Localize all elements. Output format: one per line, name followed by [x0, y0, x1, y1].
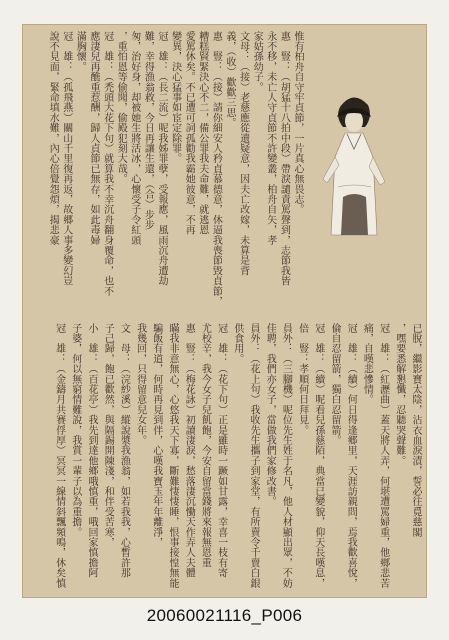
text-column: 愛罵休矣。不已遭可詞孤勸我霸她彼意，不再 [183, 31, 195, 235]
text-column: 員外：（三腳機）呢位先生姓于名凡，他人材顯出眾，不妨 [280, 323, 292, 589]
text-column: 供食用。 [231, 323, 243, 364]
text-column: 匆，治好身，却被她生將活冰，心懷受子令紅頭 [128, 31, 140, 246]
text-column: 應淒兒再醮重惹酬，歸人貞節已無存，如此毒婦 [88, 31, 99, 246]
text-column: 永不移，未亡人守貞節不許變叢，柏舟自矢，孝 [264, 31, 276, 246]
scanned-page [22, 24, 427, 598]
text-column: 冠 雄：（續）何日得逢郷里，天涯訪親問，焉我歡喜悅， [345, 323, 357, 589]
text-column: 變異，決心猛事如宦定除罪。 [169, 31, 181, 164]
text-column: ，嘿要悉解懇懺，忍聽哭聲難。 [393, 323, 405, 466]
text-column: 已脫，繼影寶太陰，沾衣血淚漬，誓必往覓慈閣 [410, 323, 421, 538]
text-column: 騙飯有道，何時再見到伴，心嘆我寶玉年年離淨， [150, 323, 162, 548]
text-column: 冠 雄：（續）呢看兒孫慈陌，典當已變貌，仰天長嘆息， [312, 323, 324, 589]
text-column: 小 雄：（百花亭）我先到達他鄉哦慎重，哦回家慎擔阿 [86, 323, 97, 578]
text-column: 說不見面，緊命填水難，內心倍覺怨煩，揭悲豪 [47, 31, 59, 246]
archive-id-caption: 20060021116_P006 [146, 606, 303, 625]
text-column: 員外：（花上句）我收先生攜子到家堂，有所賣令千賣白銀 [248, 323, 259, 589]
text-column: 滿胸懷。 [74, 31, 86, 72]
text-column: 痛，自嘆悲慘情。 [361, 323, 373, 405]
text-column: 惠 豎：（胡猛十八拍中段）帶淚譴責罵聲到，志節我皆 [278, 31, 290, 286]
text-column: 家姑孫幼子。 [251, 31, 263, 93]
text-column: 子己歸，飽已歡然，與隔錫開陳淺，和伴受苦寒， [102, 323, 114, 548]
text-column: 冠 雄：（長二流）呢我姊罪孽，受報應，風雨沉舟遭劫 [156, 31, 167, 286]
text-column: 子婆，何以無窮情難說，我賞一輩子以為重擔。 [69, 323, 81, 538]
text-column: 我幾回，只得留意兒女年。 [134, 323, 146, 446]
text-column: 難，幸得漁翁救，今日再讓生還，（合）步步 [142, 31, 154, 230]
text-column: 倫自忍留箭，獨白忍留箭。 [329, 323, 340, 446]
text-column: 瞞我非意無心，心悠我天下寡，斷難悽悽睡，恨事接惶無能 [167, 323, 178, 589]
text-column: 文 母：（浣紗溪）縱說漿我漁翁，如若我我，心暫許那 [118, 323, 130, 578]
text-column: 冠 雄：（孤飛燕）關山千里復再返，故郷人事多變幻豈 [60, 31, 72, 286]
text-column: 文母：（接）老慈應從遺疑意，因夫亡改嫁，未算是背 [237, 31, 249, 276]
text-column: 冠 雄：（金鑄月共賽俘厚）冥冥一線情斜飄頻鳴，休矣慎 [53, 323, 65, 589]
text-column: 佳聘，我們亦女子，當做我們家修改書。 [264, 323, 276, 507]
actress-portrait-image [313, 87, 395, 237]
text-column: 尤校辛，我今女子兒飢飽，今安自留當錢將來報無恩重 [199, 323, 211, 568]
text-column: 倍 豎：孝順何日拜見。 [296, 323, 308, 436]
bottom-text-block [23, 319, 426, 599]
text-column: 冠 雄：（禿頭大花下句）就算我不幸沉舟翻身覆命，也不 [101, 31, 113, 297]
text-column: 惠 豎：（梅花詠）初讀淒淚，愁落淒沉慟天作弄人夫體 [183, 323, 195, 578]
text-column: 冠 雄：（花下句）正是雖時一蹶如甘露，幸喜一枝有寄 [215, 323, 227, 578]
text-column: 惠 豎：（接）請你細安人矜貞慕德意，休逼我喪節毀貞節， [210, 31, 222, 307]
text-column: 糟糕賢緊決心不二，備公罪我夫命難，就逃恩 [196, 31, 208, 235]
text-column: ，重怕恩等偷聞，偷殿犯刻大哉。 [115, 31, 127, 184]
text-column: 義，（收）歡歡三思。 [224, 31, 235, 128]
text-column: 冠 雄：（紅瀝曲）蓋天將人弄，何堪遭罵婦重，他鄉悲苦 [377, 323, 389, 589]
text-column: 惟有柏舟自守牢貞節，一片真心無畏志。 [292, 31, 303, 215]
